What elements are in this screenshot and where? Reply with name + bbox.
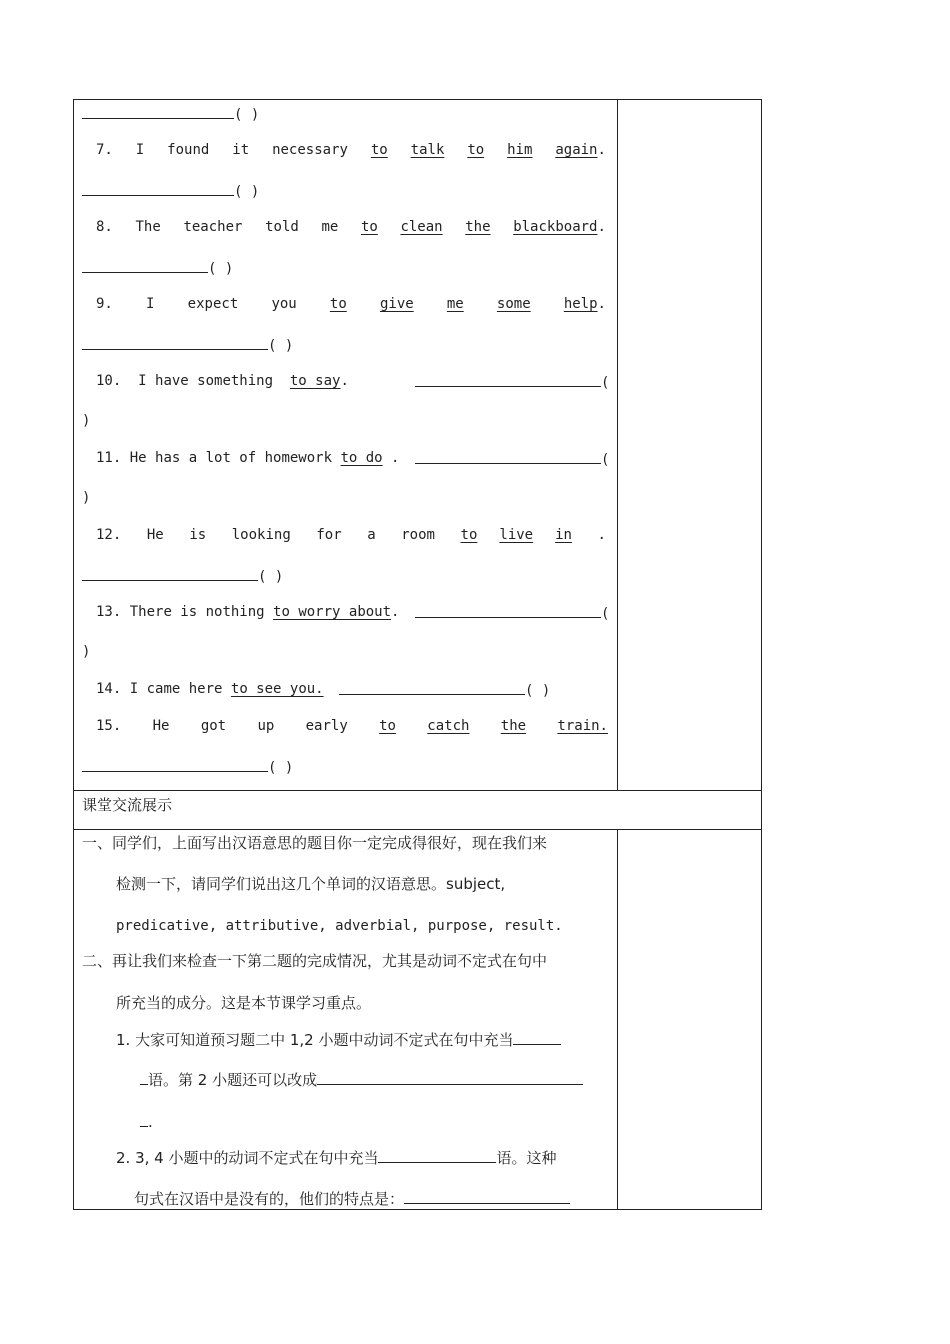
section-title: 课堂交流展示 [82, 796, 173, 814]
answer-line[interactable]: ( ) [82, 258, 233, 278]
part2-line2: 所充当的成分。这是本节课学习重点。 [116, 994, 372, 1012]
exercise-sentence-14: 14. I came here to see you. [96, 681, 324, 697]
infinitive-phrase: to [379, 718, 396, 734]
question-1: 1. 大家可知道预习题二中 1,2 小题中动词不定式在句中充当 [116, 1030, 561, 1049]
part1-line2: 检测一下，请同学们说出这几个单词的汉语意思。subject, [116, 875, 506, 893]
infinitive-phrase: to see you. [230, 681, 324, 697]
question-2: 2. 3, 4 小题中的动词不定式在句中充当 语。这种 [116, 1149, 557, 1167]
paren-close: ) [82, 413, 91, 429]
exercise-sentence-15: 15. He got up early to catch the train. [96, 718, 608, 734]
infinitive-phrase: to [329, 296, 347, 312]
fill-blank[interactable] [378, 1148, 496, 1163]
exercise-sentence-9: 9. I expect you to give me some help. [96, 296, 606, 312]
infinitive-phrase: to live in [460, 527, 572, 543]
infinitive-phrase: to [360, 219, 378, 235]
answer-line[interactable]: ( ) [82, 104, 259, 124]
exercise-sentence-13: 13. There is nothing to worry about. [96, 604, 400, 620]
question-1-end: . [140, 1112, 153, 1131]
exercise-sentence-10: 10. I have something to say. [96, 373, 349, 389]
exercise-sentence-7: 7. I found it necessary to talk to him again. [96, 142, 606, 158]
fill-blank[interactable] [317, 1070, 583, 1085]
part1-line1: 一、同学们，上面写出汉语意思的题目你一定完成得很好，现在我们来 [82, 834, 548, 852]
paren-close: ) [82, 490, 91, 506]
answer-line[interactable]: ( [415, 603, 609, 623]
paren-close: ) [82, 644, 91, 660]
row-divider [73, 829, 762, 830]
row-divider [73, 790, 762, 791]
answer-line[interactable]: ( [415, 449, 609, 469]
question-1-cont: 语。第 2 小题还可以改成 [140, 1070, 583, 1089]
answer-line[interactable]: ( [415, 372, 609, 392]
infinitive-phrase: to worry about [273, 604, 392, 620]
answer-line[interactable]: ( ) [82, 335, 293, 355]
fill-blank[interactable] [513, 1030, 561, 1045]
fill-blank[interactable] [404, 1189, 570, 1204]
part1-word-list: predicative, attributive, adverbial, purpose, result. [116, 918, 563, 934]
column-divider-bottom [617, 829, 618, 1210]
fill-blank[interactable] [140, 1112, 148, 1127]
part2-line1: 二、再让我们来检查一下第二题的完成情况，尤其是动词不定式在句中 [82, 952, 548, 970]
answer-line[interactable]: ( ) [82, 757, 293, 777]
infinitive-phrase: to say [289, 373, 341, 389]
answer-line[interactable]: ( ) [82, 566, 283, 586]
infinitive-phrase: to do [340, 450, 383, 466]
table-border-bottom [73, 1209, 762, 1210]
table-border-right [761, 99, 762, 1210]
table-border-left [73, 99, 74, 1210]
exercise-sentence-12: 12. He is looking for a room to live in . [96, 527, 606, 543]
fill-blank[interactable] [140, 1070, 148, 1085]
infinitive-phrase: to [370, 142, 388, 158]
question-2-cont: 句式在汉语中是没有的，他们的特点是： [134, 1189, 570, 1208]
exercise-sentence-11: 11. He has a lot of homework to do . [96, 450, 400, 466]
table-border-top [73, 99, 762, 100]
exercise-sentence-8: 8. The teacher told me to clean the blackboard. [96, 219, 606, 235]
column-divider-top [617, 99, 618, 790]
answer-line[interactable]: ( ) [82, 181, 259, 201]
answer-line[interactable]: ( ) [339, 680, 550, 700]
